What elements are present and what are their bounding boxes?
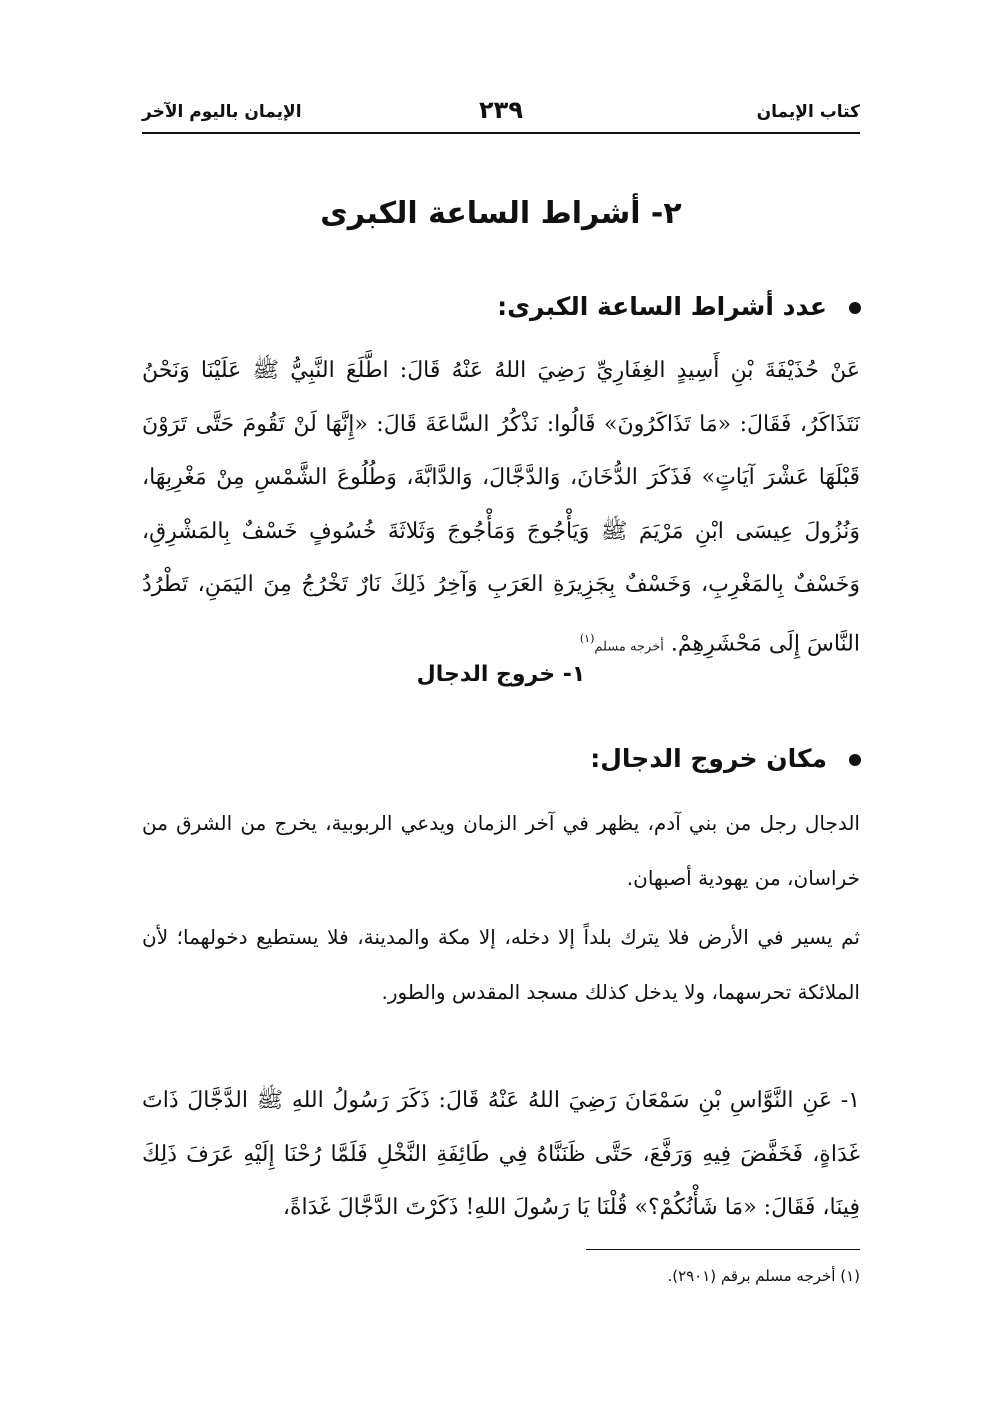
chapter-title: الإيمان باليوم الآخر [142,102,302,122]
hadith-source: أخرجه مسلم [594,638,664,654]
paragraph-dajjal-travel: ثم يسير في الأرض فلا يترك بلداً إلا دخله، إلا مكة والمدينة، فلا يستطيع دخولهما؛ لأن الملائكة تحرسهما، ولا يدخل كذلك مسجد المقدس والطور. [142,925,860,1004]
paragraph-dajjal-origin: الدجال رجل من بني آدم، يظهر في آخر الزمان ويدعي الربوبية، يخرج من الشرق من خراسان، من يهودية أصبهان. [142,811,860,890]
hadith-text: عَنْ حُذَيْفَةَ بْنِ أَسِيدٍ الغِفَارِيِّ رَضِيَ اللهُ عَنْهُ قَالَ: اطَّلَعَ النَّبِيُّ ﷺ عَلَيْنَا وَنَحْنُ نَتَذَاكَرُ، فَقَالَ: «مَا تَذَاكَرُونَ» قَالُوا: نَذْكُرُ السَّاعَةَ قَالَ: «إِنَّهَا لَنْ تَقُومَ حَتَّى تَرَوْنَ قَبْلَهَا عَشْرَ آيَاتٍ» فَذَكَرَ الدُّخَانَ، وَالدَّجَّالَ، وَالدَّابَّةَ، وَطُلُوعَ الشَّمْسِ مِنْ مَغْرِبِهَا، وَنُزُولَ عِيسَى ابْنِ مَرْيَمَ ﷺ وَيَأْجُوجَ وَمَأْجُوجَ وَثَلاثَةَ خُسُوفٍ خَسْفٌ بِالمَشْرِقِ، وَخَسْفٌ بِالمَغْرِبِ، وَخَسْفٌ بِجَزِيرَةِ العَرَبِ وَآخِرُ ذَلِكَ نَارٌ تَخْرُجُ مِنَ اليَمَنِ، تَطْرُدُ النَّاسَ إِلَى مَحْشَرِهِمْ. [142,358,860,656]
running-header [142,92,860,132]
header-divider [142,132,860,134]
footnote: (١) أخرجه مسلم برقم (٢٩٠١). [667,1267,860,1285]
bullet-icon [849,754,861,766]
page-number: ٢٣٩ [479,96,523,124]
hadith-hudhayfa [142,344,860,673]
footnote-ref: (١) [579,631,595,645]
section-heading-text: مكان خروج الدجال: [590,744,827,773]
subsection-heading: ١- خروج الدجال [416,662,586,687]
footnote-divider [586,1249,860,1250]
book-title: كتاب الإيمان [756,102,860,122]
hadith-nawwas: ١- عَنِ النَّوَّاسِ بْنِ سَمْعَانَ رَضِيَ اللهُ عَنْهُ قَالَ: ذَكَرَ رَسُولُ اللهِ ﷺ الدَّجَّالَ ذَاتَ غَدَاةٍ، فَخَفَّضَ فِيهِ وَرَفَّعَ، حَتَّى ظَنَنَّاهُ فِي طَائِفَةِ النَّخْلِ فَلَمَّا رُحْنَا إِلَيْهِ عَرَفَ ذَلِكَ فِينَا، فَقَالَ: «مَا شَأْنُكُمْ؟» قُلْنَا يَا رَسُولَ اللهِ! ذَكَرْتَ الدَّجَّالَ غَدَاةً، [142,1088,860,1220]
section-heading-dajjal-place [161,744,861,773]
page-title: ٢- أشراط الساعة الكبرى [320,196,682,231]
section-heading-text: عدد أشراط الساعة الكبرى: [497,292,827,321]
section-heading-signs-count [161,292,861,321]
bullet-icon [849,302,861,314]
